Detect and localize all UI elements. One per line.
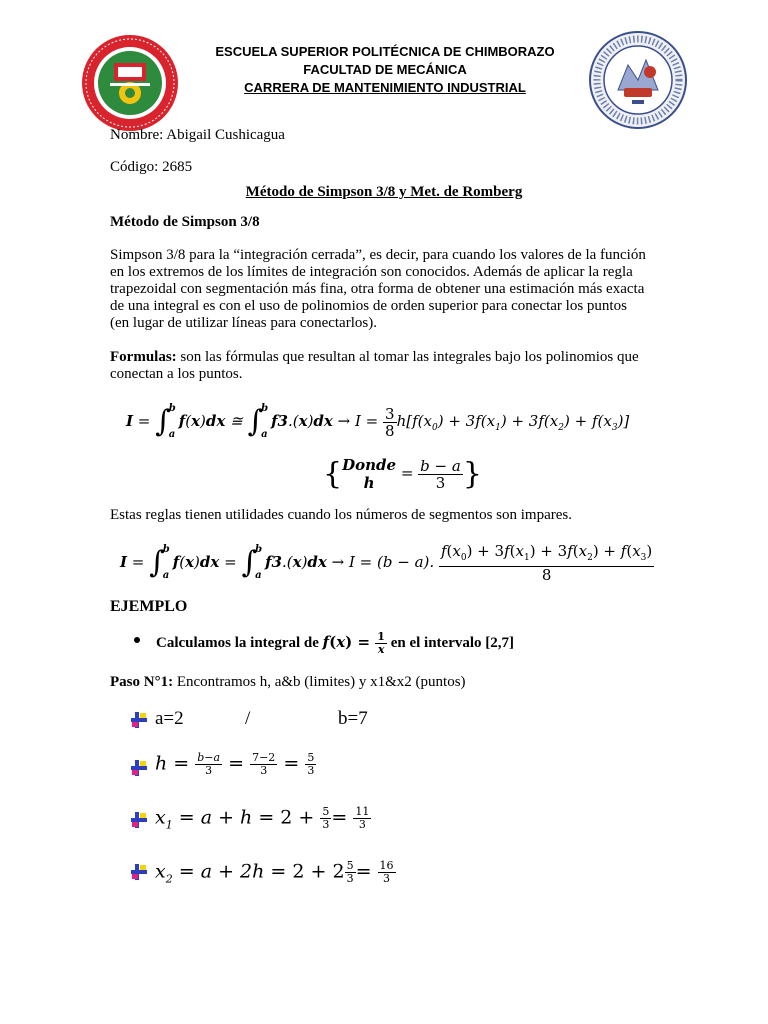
integral-sign: ∫ (149, 545, 165, 580)
logo-espoch-seal (80, 33, 180, 133)
integral-sign: ∫ (241, 545, 258, 580)
faculty-name: FACULTAD DE MECÁNICA (303, 62, 467, 77)
equation-h: h = $\frac{b-a}{3}$ = $\frac{7-2}{3}$ = $\frac{5}{3}$ (155, 751, 315, 777)
rules-text: Estas reglas tienen utilidades cuando los números de segmentos son impares. (110, 507, 572, 523)
section-heading: Método de Simpson 3/8 (110, 214, 260, 230)
four-color-square-bullet-icon (131, 760, 147, 776)
limits-line (155, 708, 184, 730)
bullet-dot-icon (134, 637, 140, 643)
student-name: Nombre: Abigail Cushicagua (110, 127, 285, 143)
example-bullet: Calculamos la integral de f(x) = $\frac{1}{x}$ en el intervalo [2,7] (156, 630, 515, 656)
step-1 (110, 674, 466, 691)
mantenimiento-seal-icon (588, 30, 688, 130)
equation-x2: $x_2 = a + 2h = 2 + 2$ $\frac{5}{3}$ = $\frac{16}{3}$ (155, 859, 394, 886)
intro-line: en los extremos de los límites de integración son conocidos. Además de aplicar la regla (110, 264, 633, 280)
intro-paragraph (110, 247, 658, 332)
limits-separator: / (245, 708, 251, 729)
bullet-prefix: Calculamos la integral de (156, 634, 323, 651)
equation-simpson-general: I = ∫ b a f(x)dx = ∫ b a f3.(x)dx → I = (b − a). $\frac{f(x_0) + 3f(x_1) + 3f(x_2) + f(x_3)}{8}$ (120, 542, 653, 584)
school-name: ESCUELA SUPERIOR POLITÉCNICA DE CHIMBORAZO (215, 44, 555, 59)
intro-line: de una integral es con el uso de polinomios de orden superior para conectar los puntos (110, 298, 627, 314)
espoch-seal-icon (80, 33, 180, 133)
equation-donde: { Donde h = $\frac{b - a}{3}$ } (323, 456, 482, 492)
formulas-text-2: conectan a los puntos. (110, 366, 243, 382)
bullet-suffix: en el intervalo [2,7] (386, 634, 515, 651)
formulas-text: son las fórmulas que resultan al tomar las integrales bajo los polinomios que (176, 349, 639, 365)
four-color-square-bullet-icon (131, 812, 147, 828)
example-heading: EJEMPLO (110, 598, 188, 615)
intro-line: Simpson 3/8 para la “integración cerrada”, es decir, para cuando los valores de la función (110, 247, 646, 263)
logo-mantenimiento-seal (588, 30, 688, 130)
student-code: Código: 2685 (110, 159, 193, 175)
step-1-text: Encontramos h, a&b (limites) y x1&x2 (puntos) (173, 674, 466, 690)
equation-simpson-3-8: I = ∫ b a f(x)dx ≅ ∫ b a f3.(x)dx → I = $\frac{3}{8}$ $h[f(x_0) + 3f(x_1) + 3f(x_2) + f(x_3)]$ (126, 403, 630, 440)
document-title: Método de Simpson 3/8 y Met. de Romberg (245, 184, 523, 200)
function-expression: f (322, 632, 330, 651)
four-color-square-bullet-icon (131, 712, 147, 728)
formulas-paragraph (110, 349, 658, 383)
integral-sign: ∫ (247, 404, 264, 439)
equation-x1: $x_1 = a + h = 2$ + $\frac{5}{3}$ = $\frac{11}{3}$ (155, 805, 370, 832)
intro-line: (en lugar de utilizar líneas para conectarlos). (110, 315, 377, 331)
limit-a: a=2 (155, 708, 184, 729)
step-1-label: Paso N°1: (110, 674, 174, 690)
intro-line: trapezoidal con segmentación más fina, otra forma de obtener una estimación más exacta (110, 281, 645, 297)
formulas-label: Formulas: (110, 349, 177, 365)
four-color-square-bullet-icon (131, 864, 147, 880)
limit-b: b=7 (338, 708, 368, 729)
integral-sign: ∫ (155, 404, 171, 439)
career-name: CARRERA DE MANTENIMIENTO INDUSTRIAL (244, 80, 526, 95)
